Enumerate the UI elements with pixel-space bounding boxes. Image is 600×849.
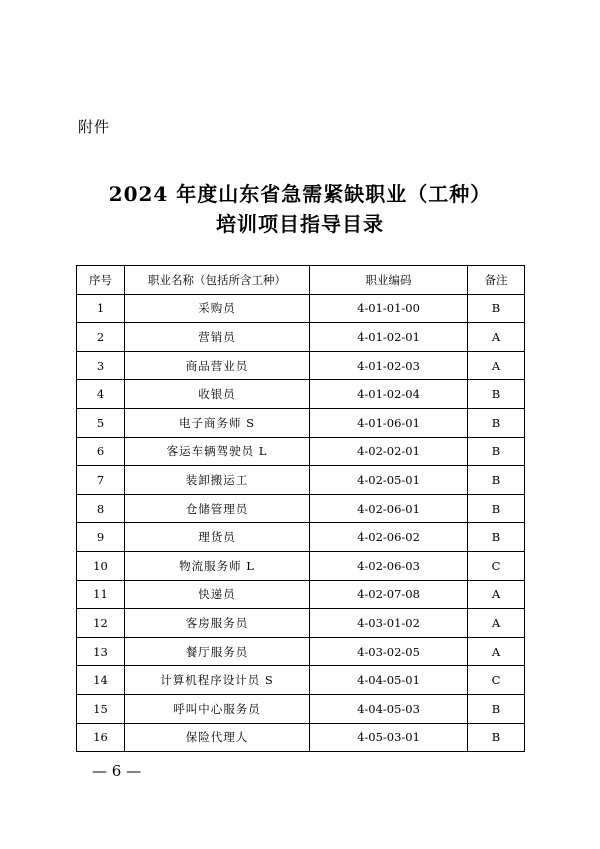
cell-note: B xyxy=(468,723,525,752)
table-row xyxy=(77,437,525,466)
cell-note: B xyxy=(468,408,525,437)
cell-seq: 12 xyxy=(77,609,125,638)
cell-note: B xyxy=(468,694,525,723)
table-row xyxy=(77,323,525,352)
cell-note: A xyxy=(468,609,525,638)
table-row xyxy=(77,466,525,495)
table-row xyxy=(77,694,525,723)
cell-note: A xyxy=(468,580,525,609)
cell-note: A xyxy=(468,351,525,380)
table-row xyxy=(77,380,525,409)
cell-occupation-code: 4-02-06-03 xyxy=(310,551,468,580)
cell-note: C xyxy=(468,551,525,580)
cell-occupation-name: 呼叫中心服务员 xyxy=(125,694,310,723)
cell-occupation-code: 4-02-06-01 xyxy=(310,494,468,523)
cell-occupation-code: 4-01-02-03 xyxy=(310,351,468,380)
cell-occupation-code: 4-02-05-01 xyxy=(310,466,468,495)
table-row xyxy=(77,523,525,552)
table-header-row xyxy=(77,266,525,295)
cell-seq: 1 xyxy=(77,294,125,323)
table-row xyxy=(77,609,525,638)
header-occupation-code: 职业编码 xyxy=(310,266,468,295)
cell-seq: 5 xyxy=(77,408,125,437)
document-title-line-1: 2024 年度山东省急需紧缺职业（工种） xyxy=(108,182,492,206)
table-row xyxy=(77,351,525,380)
table-body xyxy=(77,294,525,752)
cell-note: A xyxy=(468,637,525,666)
cell-occupation-name: 电子商务师 S xyxy=(125,408,310,437)
cell-occupation-name: 计算机程序设计员 S xyxy=(125,666,310,695)
cell-occupation-code: 4-05-03-01 xyxy=(310,723,468,752)
cell-occupation-name: 物流服务师 L xyxy=(125,551,310,580)
cell-occupation-code: 4-02-07-08 xyxy=(310,580,468,609)
cell-occupation-name: 装卸搬运工 xyxy=(125,466,310,495)
cell-seq: 13 xyxy=(77,637,125,666)
cell-occupation-code: 4-04-05-01 xyxy=(310,666,468,695)
cell-occupation-code: 4-03-01-02 xyxy=(310,609,468,638)
cell-note: B xyxy=(468,380,525,409)
cell-occupation-code: 4-01-02-01 xyxy=(310,323,468,352)
cell-note: B xyxy=(468,294,525,323)
cell-seq: 14 xyxy=(77,666,125,695)
table-row xyxy=(77,551,525,580)
cell-seq: 10 xyxy=(77,551,125,580)
cell-occupation-name: 仓储管理员 xyxy=(125,494,310,523)
cell-note: C xyxy=(468,666,525,695)
cell-occupation-name: 理货员 xyxy=(125,523,310,552)
table-row xyxy=(77,723,525,752)
cell-seq: 11 xyxy=(77,580,125,609)
document-title-line-2: 培训项目指导目录 xyxy=(216,212,384,236)
header-note: 备注 xyxy=(468,266,525,295)
cell-occupation-name: 客运车辆驾驶员 L xyxy=(125,437,310,466)
table-row xyxy=(77,666,525,695)
cell-occupation-name: 餐厅服务员 xyxy=(125,637,310,666)
cell-seq: 7 xyxy=(77,466,125,495)
cell-seq: 6 xyxy=(77,437,125,466)
cell-occupation-name: 收银员 xyxy=(125,380,310,409)
cell-occupation-code: 4-01-06-01 xyxy=(310,408,468,437)
cell-occupation-code: 4-02-02-01 xyxy=(310,437,468,466)
cell-occupation-name: 商品营业员 xyxy=(125,351,310,380)
cell-seq: 15 xyxy=(77,694,125,723)
table-row xyxy=(77,637,525,666)
cell-occupation-name: 营销员 xyxy=(125,323,310,352)
cell-note: B xyxy=(468,466,525,495)
cell-seq: 9 xyxy=(77,523,125,552)
cell-seq: 8 xyxy=(77,494,125,523)
table-row xyxy=(77,580,525,609)
header-occupation-name: 职业名称（包括所含工种） xyxy=(125,266,310,295)
cell-occupation-name: 采购员 xyxy=(125,294,310,323)
cell-occupation-name: 快递员 xyxy=(125,580,310,609)
header-seq: 序号 xyxy=(77,266,125,295)
cell-occupation-code: 4-02-06-02 xyxy=(310,523,468,552)
cell-seq: 4 xyxy=(77,380,125,409)
cell-occupation-code: 4-01-01-00 xyxy=(310,294,468,323)
cell-occupation-code: 4-04-05-03 xyxy=(310,694,468,723)
cell-occupation-name: 客房服务员 xyxy=(125,609,310,638)
cell-note: B xyxy=(468,437,525,466)
cell-note: B xyxy=(468,523,525,552)
cell-occupation-code: 4-01-02-04 xyxy=(310,380,468,409)
table-row xyxy=(77,294,525,323)
cell-occupation-name: 保险代理人 xyxy=(125,723,310,752)
cell-seq: 16 xyxy=(77,723,125,752)
occupation-catalog-table xyxy=(76,265,525,752)
cell-occupation-code: 4-03-02-05 xyxy=(310,637,468,666)
cell-seq: 2 xyxy=(77,323,125,352)
table-row xyxy=(77,408,525,437)
page-number: — 6 — xyxy=(92,762,142,780)
cell-note: A xyxy=(468,323,525,352)
cell-seq: 3 xyxy=(77,351,125,380)
table-row xyxy=(77,494,525,523)
cell-note: B xyxy=(468,494,525,523)
attachment-label: 附件 xyxy=(78,118,111,136)
